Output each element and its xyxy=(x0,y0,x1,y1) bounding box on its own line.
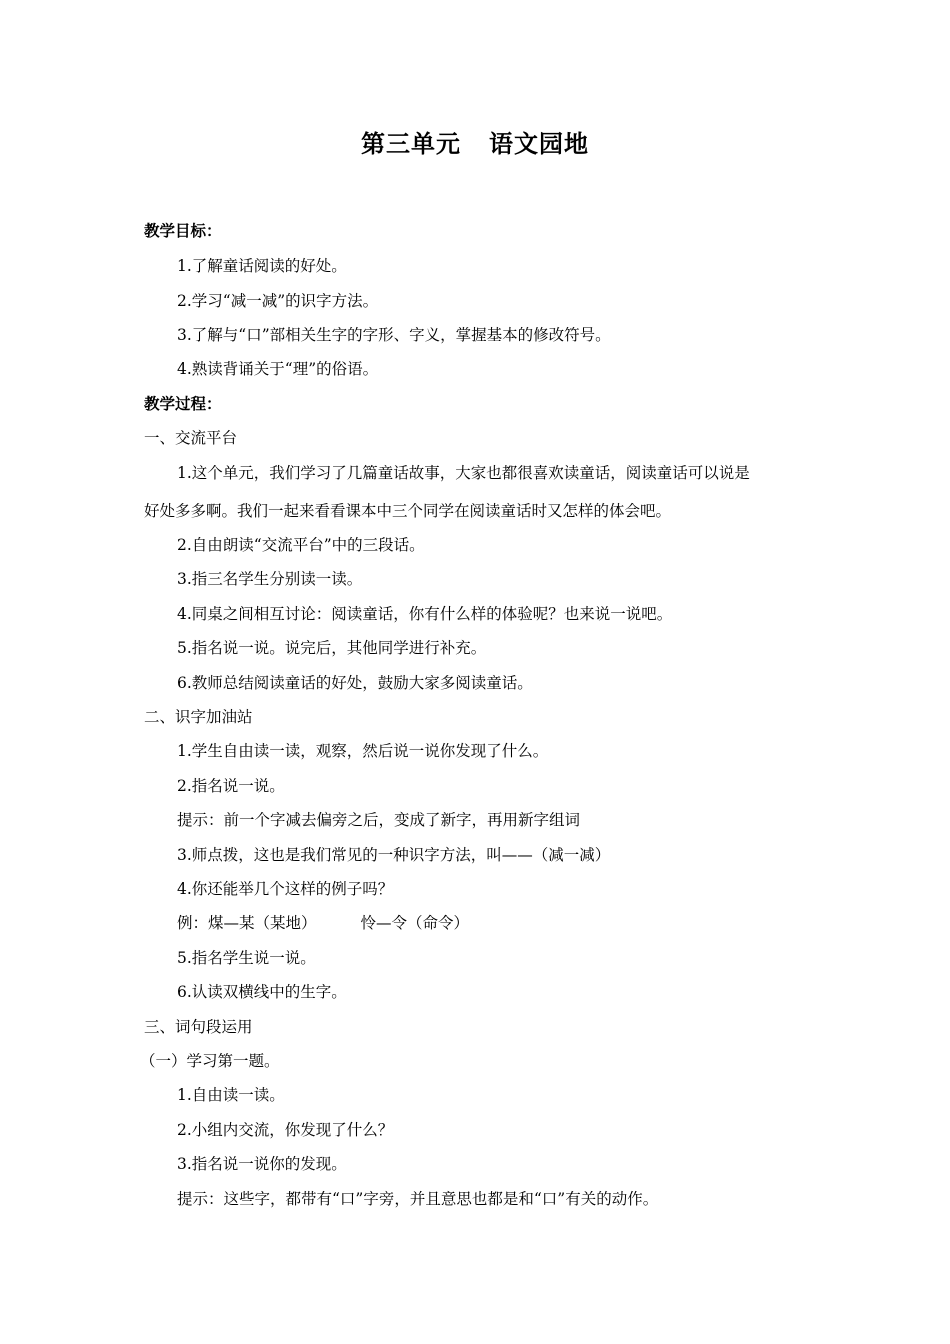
hint-text: 提示：前一个字减去偏旁之后，变成了新字，再用新字组词 xyxy=(177,811,581,829)
section-heading: 二、识字加油站 xyxy=(144,708,253,726)
list-item: 4.同桌之间相互讨论：阅读童话，你有什么样的体验呢？也来说一说吧。 xyxy=(177,605,673,623)
list-item: 3.指名说一说你的发现。 xyxy=(177,1155,347,1173)
section-heading: 一、交流平台 xyxy=(144,429,238,447)
list-item: 3.师点拨，这也是我们常见的一种识字方法，叫——（减一减） xyxy=(177,846,611,864)
list-item: 1.自由读一读。 xyxy=(177,1086,285,1104)
list-item: 2.小组内交流，你发现了什么？ xyxy=(177,1121,394,1139)
list-item: 3.指三名学生分别读一读。 xyxy=(177,570,363,588)
goal-item: 4.熟读背诵关于“理”的俗语。 xyxy=(177,360,379,378)
list-item: 2.指名说一说。 xyxy=(177,777,285,795)
list-item: 1.学生自由读一读，观察，然后说一说你发现了什么。 xyxy=(177,742,549,760)
list-item: 6.认读双横线中的生字。 xyxy=(177,983,347,1001)
list-item: 5.指名学生说一说。 xyxy=(177,949,316,967)
goal-item: 2.学习“减一减”的识字方法。 xyxy=(177,292,379,310)
list-item: 6.教师总结阅读童话的好处，鼓励大家多阅读童话。 xyxy=(177,674,533,692)
example-a: 例：煤—某（某地） xyxy=(177,914,317,932)
list-item: 2.自由朗读“交流平台”中的三段话。 xyxy=(177,536,425,554)
title-part1: 第三单元 xyxy=(361,129,461,158)
section-heading: 三、词句段运用 xyxy=(144,1018,253,1036)
list-item: 1.这个单元，我们学习了几篇童话故事，大家也都很喜欢读童话，阅读童话可以说是 xyxy=(177,464,750,482)
goals-heading: 教学目标： xyxy=(144,221,222,240)
list-item-continuation: 好处多多啊。我们一起来看看课本中三个同学在阅读童话时又怎样的体会吧。 xyxy=(144,502,672,520)
process-heading: 教学过程： xyxy=(144,394,222,413)
goal-item: 3.了解与“口”部相关生字的字形、字义，掌握基本的修改符号。 xyxy=(177,326,611,344)
title-part2: 语文园地 xyxy=(489,129,589,158)
list-item: 5.指名说一说。说完后，其他同学进行补充。 xyxy=(177,639,487,657)
goal-item: 1.了解童话阅读的好处。 xyxy=(177,257,347,275)
example-b: 怜—令（命令） xyxy=(360,914,470,932)
list-item: 4.你还能举几个这样的例子吗？ xyxy=(177,880,394,898)
subsection-heading: （一）学习第一题。 xyxy=(140,1052,280,1070)
page-title xyxy=(0,124,950,159)
example-line xyxy=(177,912,469,934)
hint-text: 提示：这些字，都带有“口”字旁，并且意思也都是和“口”有关的动作。 xyxy=(177,1190,659,1208)
